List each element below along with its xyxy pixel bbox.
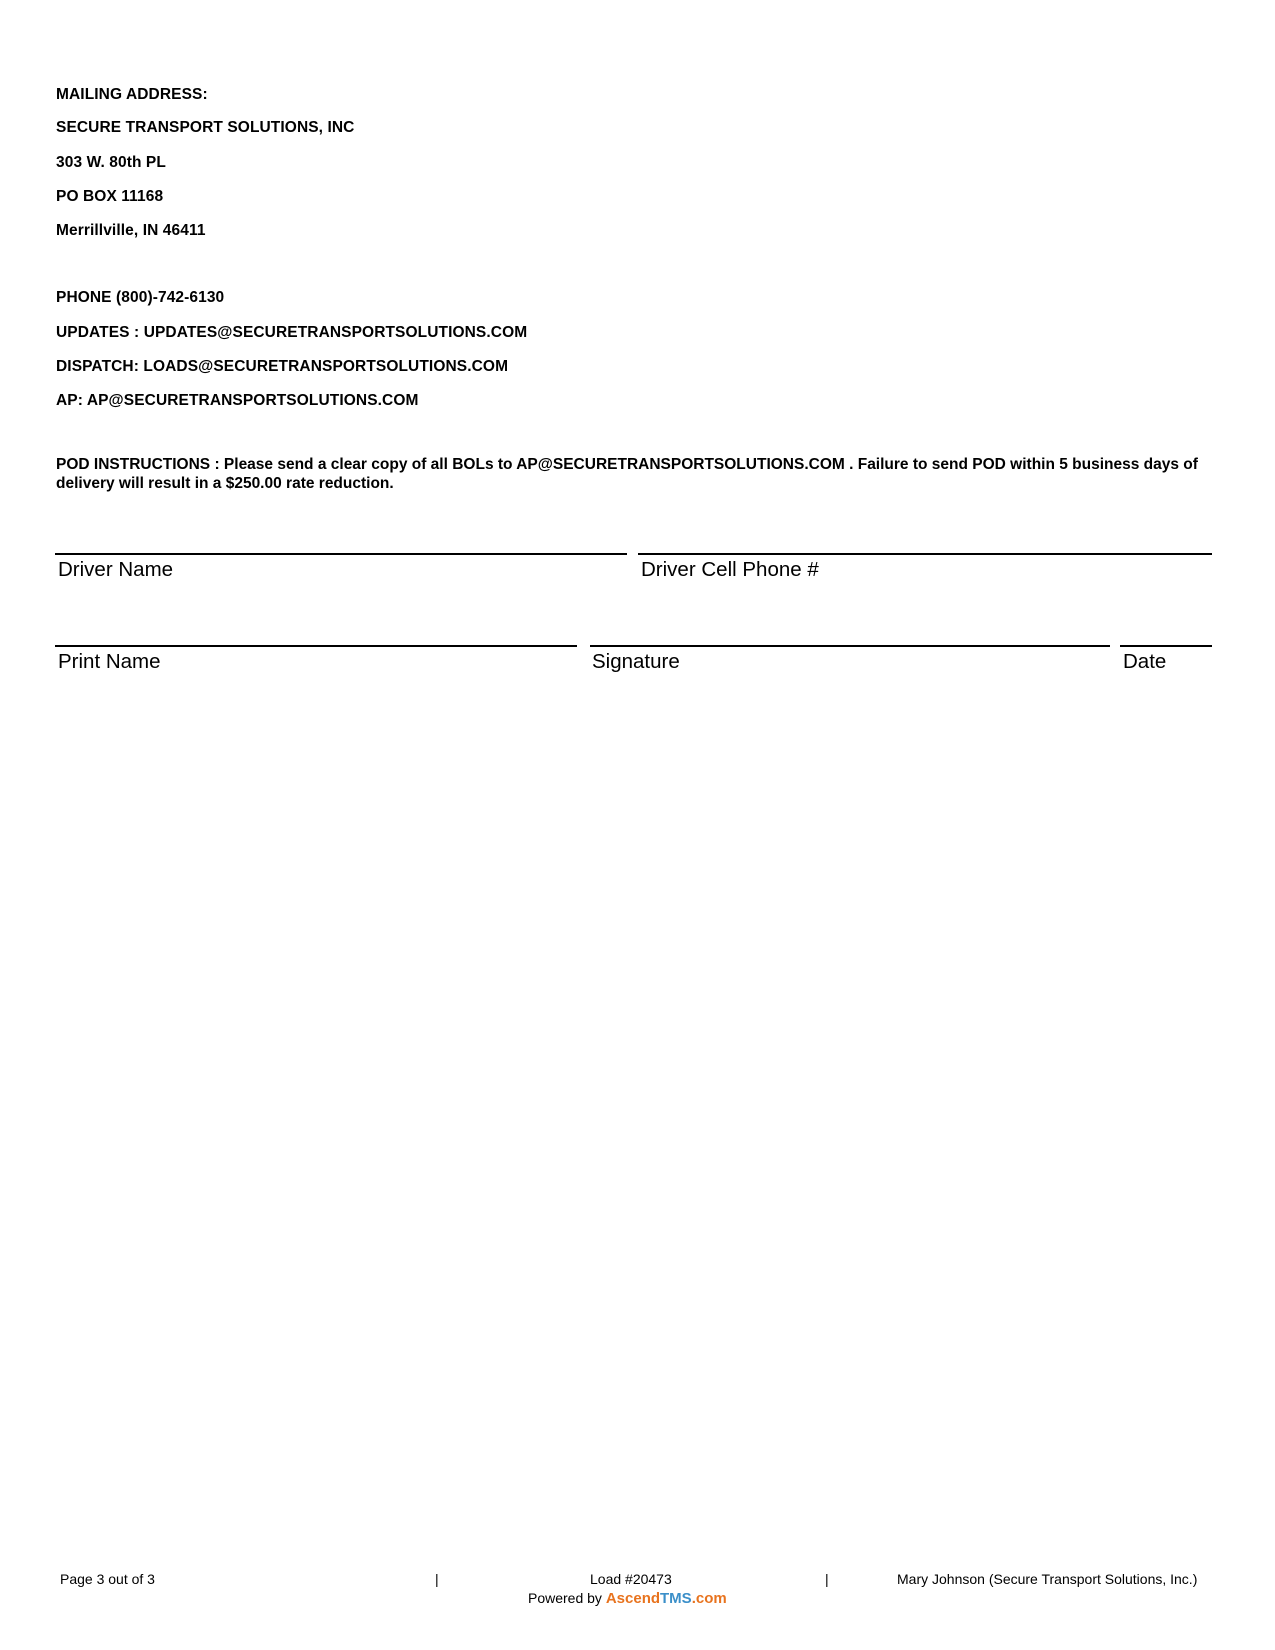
driver-cell-label: Driver Cell Phone # (641, 558, 819, 581)
load-number: Load #20473 (590, 1571, 672, 1587)
dispatch-email: DISPATCH: LOADS@SECURETRANSPORTSOLUTIONS.COM (56, 358, 509, 375)
ascendtms-logo[interactable]: AscendTMS.com (605, 1590, 727, 1607)
print-name-line[interactable] (55, 645, 577, 647)
page-number: Page 3 out of 3 (60, 1571, 155, 1587)
date-label: Date (1123, 650, 1167, 673)
city-state-zip: Merrillville, IN 46411 (56, 222, 206, 239)
po-box: PO BOX 11168 (56, 188, 164, 205)
driver-cell-line[interactable] (638, 553, 1212, 555)
powered-by (528, 1590, 727, 1607)
date-line[interactable] (1120, 645, 1212, 647)
pod-instructions: POD INSTRUCTIONS : Please send a clear copy of all BOLs to AP@SECURETRANSPORTSOLUTIONS.COM . Failure to send POD within 5 business days of delivery will result in a $250.00 rate reduction. (56, 456, 1198, 492)
signature-line[interactable] (590, 645, 1110, 647)
street-address: 303 W. 80th PL (56, 154, 166, 171)
footer-user: Mary Johnson (Secure Transport Solutions, Inc.) (897, 1571, 1198, 1587)
driver-name-label: Driver Name (58, 558, 174, 581)
company-name: SECURE TRANSPORT SOLUTIONS, INC (56, 119, 355, 136)
footer-separator: | (825, 1571, 829, 1587)
phone-number: PHONE (800)-742-6130 (56, 289, 225, 306)
signature-label: Signature (592, 650, 680, 673)
footer-separator: | (435, 1571, 439, 1587)
powered-by-label: Powered by (528, 1590, 602, 1606)
updates-email: UPDATES : UPDATES@SECURETRANSPORTSOLUTIONS.COM (56, 324, 528, 341)
ap-email: AP: AP@SECURETRANSPORTSOLUTIONS.COM (56, 392, 419, 409)
print-name-label: Print Name (58, 650, 161, 673)
driver-name-line[interactable] (55, 553, 627, 555)
mailing-address-heading: MAILING ADDRESS: (56, 86, 208, 103)
